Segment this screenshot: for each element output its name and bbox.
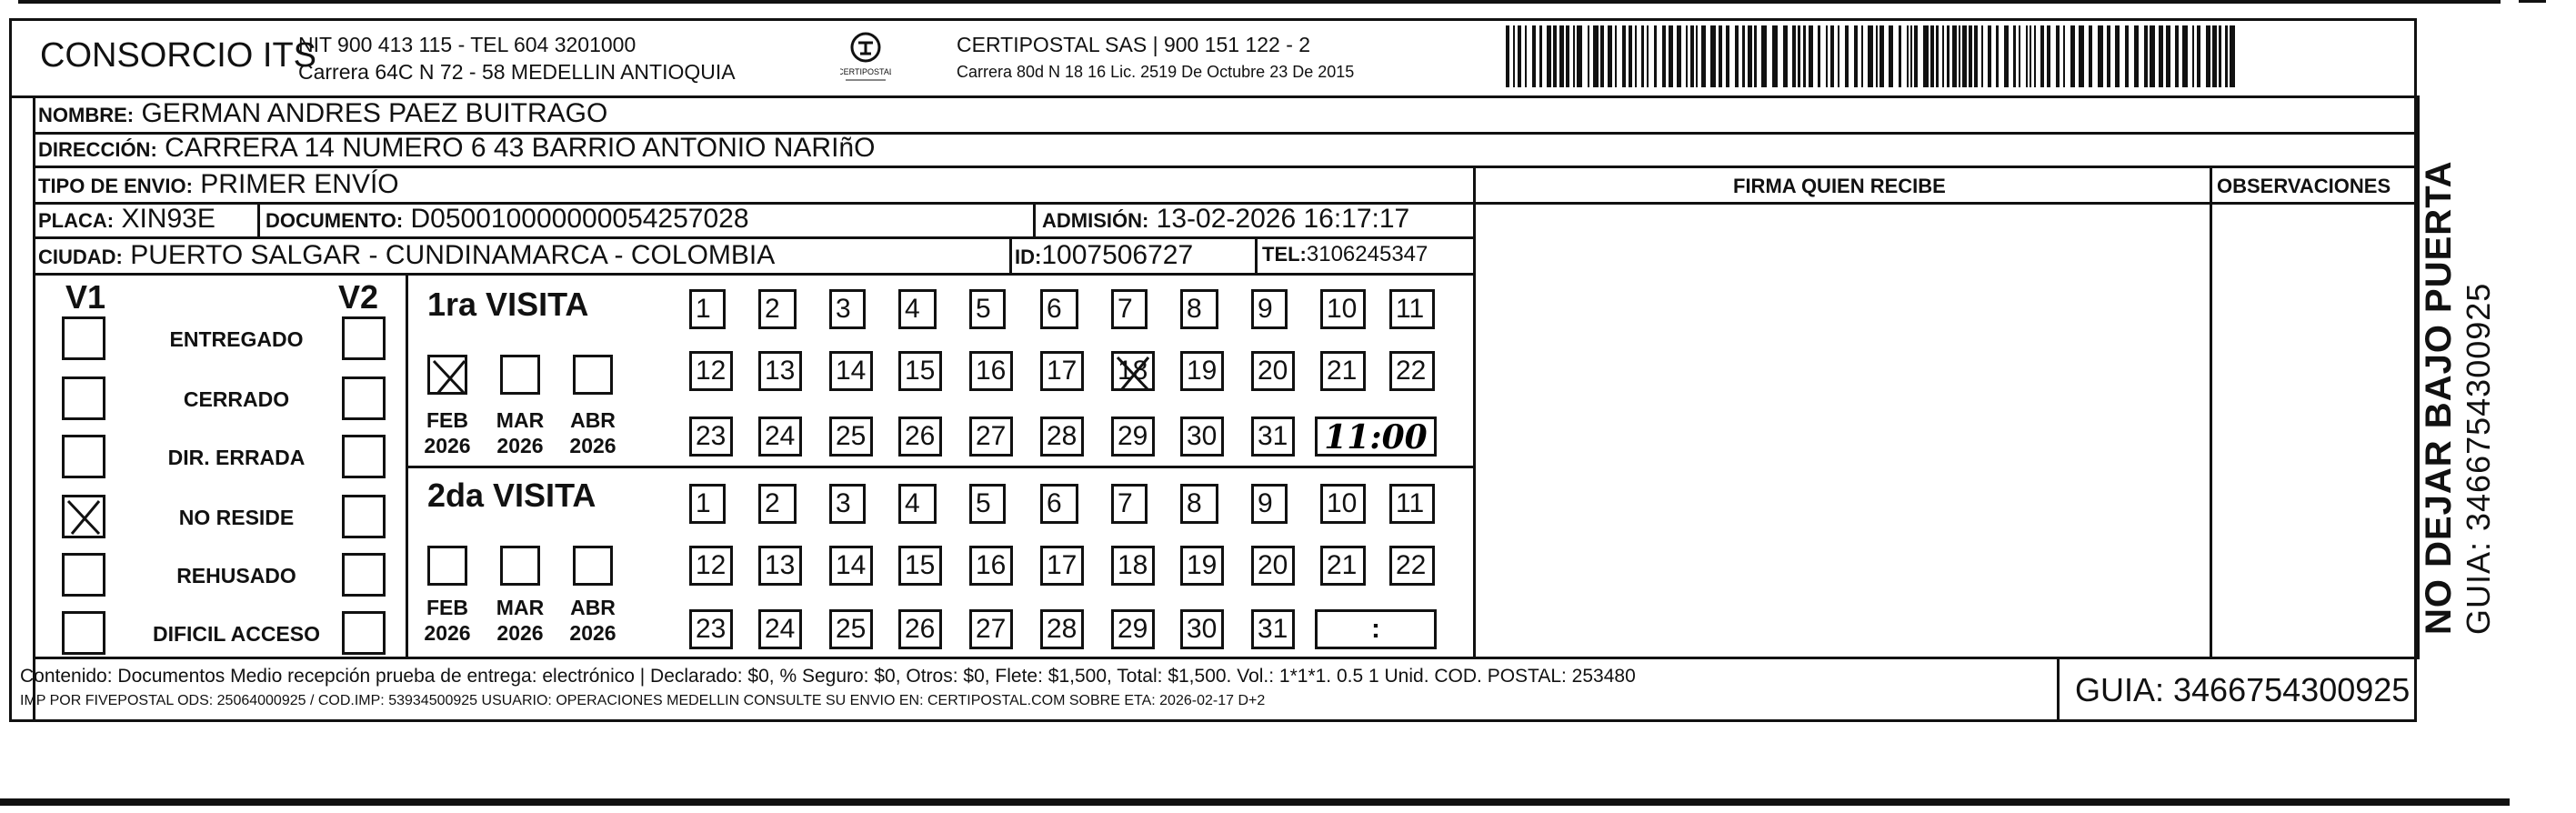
day-box[interactable]: 4 xyxy=(898,484,937,524)
v2-checkbox[interactable] xyxy=(342,611,386,655)
month-label xyxy=(566,407,620,458)
handwritten-time xyxy=(1318,419,1434,454)
status-label: CERRADO xyxy=(183,387,290,411)
day-box[interactable]: 3 xyxy=(829,289,866,329)
x-mark-icon xyxy=(1114,354,1152,392)
day-box[interactable]: 27 xyxy=(969,417,1013,457)
day-box[interactable]: 30 xyxy=(1180,609,1224,649)
day-box[interactable]: 16 xyxy=(969,351,1013,391)
status-label: DIR. ERRADA xyxy=(167,446,306,469)
row-line xyxy=(33,236,1475,239)
placa-sep xyxy=(257,202,260,238)
admision-value: 13-02-2026 16:17:17 xyxy=(1156,204,1410,234)
month-name: MAR xyxy=(496,408,545,432)
day-box[interactable]: 7 xyxy=(1111,484,1148,524)
v1-checkbox[interactable] xyxy=(62,435,105,478)
day-box[interactable]: 3 xyxy=(829,484,866,524)
month-label xyxy=(493,407,547,458)
handwritten-time-text: 11:00 xyxy=(1324,419,1428,454)
day-box[interactable]: 6 xyxy=(1040,289,1078,329)
day-box[interactable]: 19 xyxy=(1180,546,1224,586)
id-label: ID: xyxy=(1015,246,1042,268)
nombre-label: NOMBRE: xyxy=(38,104,135,126)
admision-label: ADMISIÓN: xyxy=(1042,209,1149,232)
status-label: ENTREGADO xyxy=(169,327,304,351)
logo-caption: CERTIPOSTAL xyxy=(840,67,891,76)
status-label: REHUSADO xyxy=(176,564,296,587)
top-right-rule xyxy=(2519,0,2546,3)
day-box[interactable]: 12 xyxy=(689,351,733,391)
v1-checkbox[interactable] xyxy=(62,316,105,360)
day-box[interactable]: 22 xyxy=(1389,351,1435,391)
v2-checkbox[interactable] xyxy=(342,495,386,538)
v1-checkbox[interactable] xyxy=(62,553,105,597)
admision-sep xyxy=(1033,202,1036,238)
v1-header: V1 xyxy=(65,278,106,316)
placa-row xyxy=(38,204,216,235)
day-box[interactable]: 13 xyxy=(758,546,802,586)
guia-number: GUIA: 3466754300925 xyxy=(2075,671,2411,708)
month-checkbox[interactable] xyxy=(573,355,613,395)
day-box[interactable]: 1 xyxy=(689,484,726,524)
month-checkbox[interactable] xyxy=(427,546,467,586)
v2-header: V2 xyxy=(338,278,379,316)
no-dejar-text: NO DEJAR BAJO PUERTA xyxy=(2419,160,2459,635)
day-box[interactable]: 29 xyxy=(1111,417,1155,457)
id-row xyxy=(1015,240,1193,271)
second-visit-title: 2da VISITA xyxy=(427,477,596,514)
placa-label: PLACA: xyxy=(38,209,115,232)
day-box[interactable]: 8 xyxy=(1180,484,1218,524)
day-box[interactable]: 25 xyxy=(829,417,873,457)
left-rule xyxy=(33,95,35,721)
day-box[interactable]: 23 xyxy=(689,417,733,457)
day-box[interactable]: 14 xyxy=(829,351,873,391)
top-rule xyxy=(18,0,2501,4)
month-year: 2026 xyxy=(424,621,471,645)
tipo-row xyxy=(38,169,399,200)
month-name: FEB xyxy=(426,408,468,432)
day-box[interactable]: 27 xyxy=(969,609,1013,649)
ciudad-value: PUERTO SALGAR - CUNDINAMARCA - COLOMBIA xyxy=(130,240,776,270)
company-name: CONSORCIO ITS xyxy=(40,36,317,75)
side-notice xyxy=(2419,160,2498,635)
obs-left-rule xyxy=(2210,166,2212,657)
day-box[interactable]: 21 xyxy=(1320,351,1366,391)
day-box[interactable]: 12 xyxy=(689,546,733,586)
day-box[interactable]: 10 xyxy=(1320,484,1366,524)
month-year: 2026 xyxy=(496,434,544,457)
day-box[interactable]: 26 xyxy=(898,609,942,649)
month-year: 2026 xyxy=(496,621,544,645)
nombre-row xyxy=(38,98,607,129)
admision-row xyxy=(1042,204,1409,235)
month-name: ABR xyxy=(570,596,616,619)
ciudad-row xyxy=(38,240,775,271)
x-mark-icon xyxy=(65,497,103,536)
tel-label: TEL: xyxy=(1262,243,1307,266)
side-guia-text: GUIA: 3466754300925 xyxy=(2460,282,2497,635)
day-box[interactable]: 22 xyxy=(1389,546,1435,586)
day-box[interactable]: 2 xyxy=(758,484,797,524)
day-box[interactable]: 2 xyxy=(758,289,797,329)
day-box[interactable]: 1 xyxy=(689,289,726,329)
id-value: 1007506727 xyxy=(1041,240,1194,270)
day-box[interactable]: 28 xyxy=(1040,609,1084,649)
carrier-line2: Carrera 80d N 18 16 Lic. 2519 De Octubre 23 De 2015 xyxy=(957,63,1355,81)
time-box[interactable] xyxy=(1315,417,1437,457)
sender-line2: Carrera 64C N 72 - 58 MEDELLIN ANTIOQUIA xyxy=(298,60,736,84)
v1-checkbox[interactable] xyxy=(62,611,105,655)
day-box[interactable]: 30 xyxy=(1180,417,1224,457)
tel-row xyxy=(1262,242,1428,267)
month-checkbox[interactable] xyxy=(500,355,540,395)
month-checkbox[interactable] xyxy=(500,546,540,586)
direccion-label: DIRECCIÓN: xyxy=(38,138,157,161)
day-box[interactable]: 24 xyxy=(758,417,802,457)
x-mark-icon xyxy=(430,357,468,396)
month-name: MAR xyxy=(496,596,545,619)
month-checkbox[interactable] xyxy=(427,355,467,395)
carrier-line1: CERTIPOSTAL SAS | 900 151 122 - 2 xyxy=(957,33,1311,56)
v2-checkbox[interactable] xyxy=(342,435,386,478)
v2-checkbox[interactable] xyxy=(342,376,386,420)
documento-value: D050010000000054257028 xyxy=(410,204,749,234)
v1-checkbox[interactable] xyxy=(62,376,105,420)
day-box[interactable]: 25 xyxy=(829,609,873,649)
nombre-value: GERMAN ANDRES PAEZ BUITRAGO xyxy=(141,98,608,128)
day-box[interactable]: 8 xyxy=(1180,289,1218,329)
month-label xyxy=(420,595,475,646)
day-box[interactable]: 18 xyxy=(1111,546,1155,586)
direccion-row xyxy=(38,133,875,164)
status-label: NO RESIDE xyxy=(178,506,295,529)
firma-left-rule xyxy=(1473,166,1476,657)
bottom-rule xyxy=(0,798,2510,806)
day-box[interactable]: 20 xyxy=(1251,351,1295,391)
first-visit-title: 1ra VISITA xyxy=(427,286,589,323)
sender-line1: NIT 900 413 115 - TEL 604 3201000 xyxy=(298,33,636,56)
day-box[interactable]: 31 xyxy=(1251,417,1295,457)
day-box[interactable]: 24 xyxy=(758,609,802,649)
day-box[interactable]: 21 xyxy=(1320,546,1366,586)
month-name: FEB xyxy=(426,596,468,619)
day-box[interactable]: 9 xyxy=(1251,484,1288,524)
footer-print-info: IMP POR FIVEPOSTAL ODS: 25064000925 / COD.IMP: 53934500925 USUARIO: OPERACIONES MEDELLIN CONSULTE SU ENVIO EN: CERTIPOSTAL.COM SOBRE ETA: 2026-02-17 D+2 xyxy=(20,693,1266,708)
firma-header: FIRMA QUIEN RECIBE xyxy=(1733,175,1946,197)
day-box[interactable]: 5 xyxy=(969,484,1006,524)
day-box[interactable]: 11 xyxy=(1389,484,1435,524)
v2-checkbox[interactable] xyxy=(342,316,386,360)
day-box[interactable]: 17 xyxy=(1040,351,1084,391)
day-box[interactable]: 23 xyxy=(689,609,733,649)
month-year: 2026 xyxy=(424,434,471,457)
footer-content: Contenido: Documentos Medio recepción prueba de entrega: electrónico | Declarado: $0, % Seguro: $0, Otros: $0, Flete: $1,500, Total: $1,500. Vol.: 1*1*1. 0.5 1 Unid. COD. POSTAL: 253480 xyxy=(20,666,1636,687)
day-box[interactable]: 15 xyxy=(898,351,942,391)
observaciones-header: OBSERVACIONES xyxy=(2217,175,2391,197)
day-box[interactable]: 10 xyxy=(1320,289,1366,329)
tipo-value: PRIMER ENVÍO xyxy=(200,169,399,199)
month-year: 2026 xyxy=(569,621,616,645)
direccion-value: CARRERA 14 NUMERO 6 43 BARRIO ANTONIO NARIñO xyxy=(165,133,876,163)
day-box[interactable]: 16 xyxy=(969,546,1013,586)
day-box[interactable]: 26 xyxy=(898,417,942,457)
documento-label: DOCUMENTO: xyxy=(266,209,404,232)
tipo-label: TIPO DE ENVIO: xyxy=(38,175,193,197)
day-box[interactable]: 9 xyxy=(1251,289,1288,329)
day-box[interactable]: 4 xyxy=(898,289,937,329)
tel-sep xyxy=(1255,236,1258,273)
row-line xyxy=(33,273,1475,276)
placa-value: XIN93E xyxy=(121,204,216,234)
day-box[interactable]: 18 xyxy=(1111,351,1155,391)
day-box[interactable]: 31 xyxy=(1251,609,1295,649)
footer-sep xyxy=(2057,657,2060,722)
month-name: ABR xyxy=(570,408,616,432)
time-box[interactable]: : xyxy=(1315,609,1437,649)
visit-sep xyxy=(406,273,408,657)
v2-checkbox[interactable] xyxy=(342,553,386,597)
day-box[interactable]: 17 xyxy=(1040,546,1084,586)
row-line xyxy=(33,166,2417,168)
day-box[interactable]: 28 xyxy=(1040,417,1084,457)
month-year: 2026 xyxy=(569,434,616,457)
ciudad-label: CIUDAD: xyxy=(38,246,123,268)
tel-value: 3106245347 xyxy=(1306,242,1428,266)
day-box[interactable]: 13 xyxy=(758,351,802,391)
month-label xyxy=(493,595,547,646)
month-label xyxy=(566,595,620,646)
day-box[interactable]: 19 xyxy=(1180,351,1224,391)
visit-divider xyxy=(406,466,1475,468)
day-box[interactable]: 14 xyxy=(829,546,873,586)
v1-checkbox[interactable] xyxy=(62,495,105,538)
month-label xyxy=(420,407,475,458)
day-box[interactable]: 15 xyxy=(898,546,942,586)
day-box[interactable]: 11 xyxy=(1389,289,1435,329)
id-sep xyxy=(1009,236,1012,273)
documento-row xyxy=(266,204,749,235)
status-label: DIFICIL ACCESO xyxy=(152,622,320,646)
day-box[interactable]: 20 xyxy=(1251,546,1295,586)
day-box[interactable]: 5 xyxy=(969,289,1006,329)
month-checkbox[interactable] xyxy=(573,546,613,586)
day-box[interactable]: 6 xyxy=(1040,484,1078,524)
day-box[interactable]: 29 xyxy=(1111,609,1155,649)
day-box[interactable]: 7 xyxy=(1111,289,1148,329)
